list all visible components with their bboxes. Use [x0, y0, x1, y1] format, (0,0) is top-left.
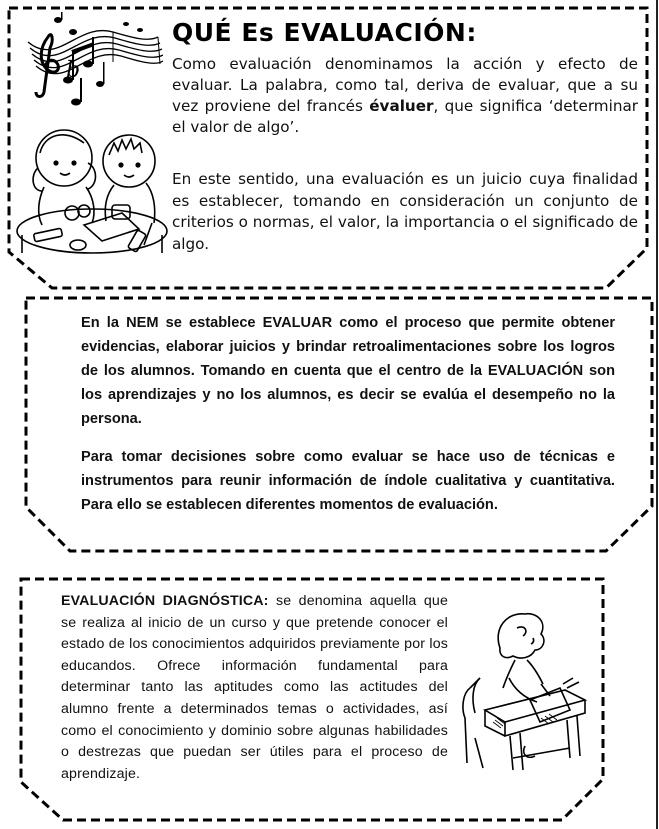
diagnostica-paragraph: [61, 591, 448, 785]
intro-paragraph-definition: [172, 54, 638, 138]
intro-text-bold-term: évaluer: [369, 97, 434, 115]
intro-text-before: Como evaluación denominamos la acción y efecto de evaluar. La palabra, como tal, deriva de evaluar, que a su vez proviene del francés: [172, 55, 638, 115]
music-notes-icon: [18, 12, 163, 112]
nem-paragraph-decisions: Para tomar decisiones sobre como evaluar se hace uso de técnicas e instrumentos para reunir información de índole cualitativa y cuantitativa. Para ello se establecen diferentes momentos de evaluación.: [81, 449, 615, 513]
student-at-desk-illustration: [455, 598, 590, 773]
intro-paragraph-judgment: En este sentido, una evaluación es un juicio cuya finalidad es establecer, tomando en consideración un conjunto de criterios o normas, el valor, la importancia o el significado de algo.: [172, 170, 638, 253]
page-title: QUÉ Es EVALUACIÓN:: [172, 18, 477, 47]
nem-paragraph-evaluar: En la NEM se establece EVALUAR como el proceso que permite obtener evidencias, elaborar juicios y brindar retroalimentaciones sobre los logros de los alumnos. Tomando en cuenta que el centro de la EVALUACIÓN son los aprendizajes y no los alumnos, es decir se evalúa el desempeño no la persona.: [81, 315, 615, 427]
children-playing-clay-illustration: [14, 113, 169, 263]
page-edge-rule: [656, 0, 658, 829]
diagnostica-definition: se denomina aquella que se realiza al inicio de un curso y que pretende conocer el estado de los conocimientos adquiridos previamente por los educandos. Ofrece información fundamental para determinar tanto las aptitudes como las actitudes del alumno frente a determinados temas o actividades, así como el conocimiento y dominio sobre algunas habilidades o destrezas que puedan ser útiles para el proceso de aprendizaje.: [61, 593, 448, 782]
svg-text:b: b: [66, 58, 81, 83]
diagnostica-term: EVALUACIÓN DIAGNÓSTICA:: [61, 593, 269, 609]
intro-text-after: , que significa ‘determinar el valor de algo’.: [172, 97, 639, 136]
